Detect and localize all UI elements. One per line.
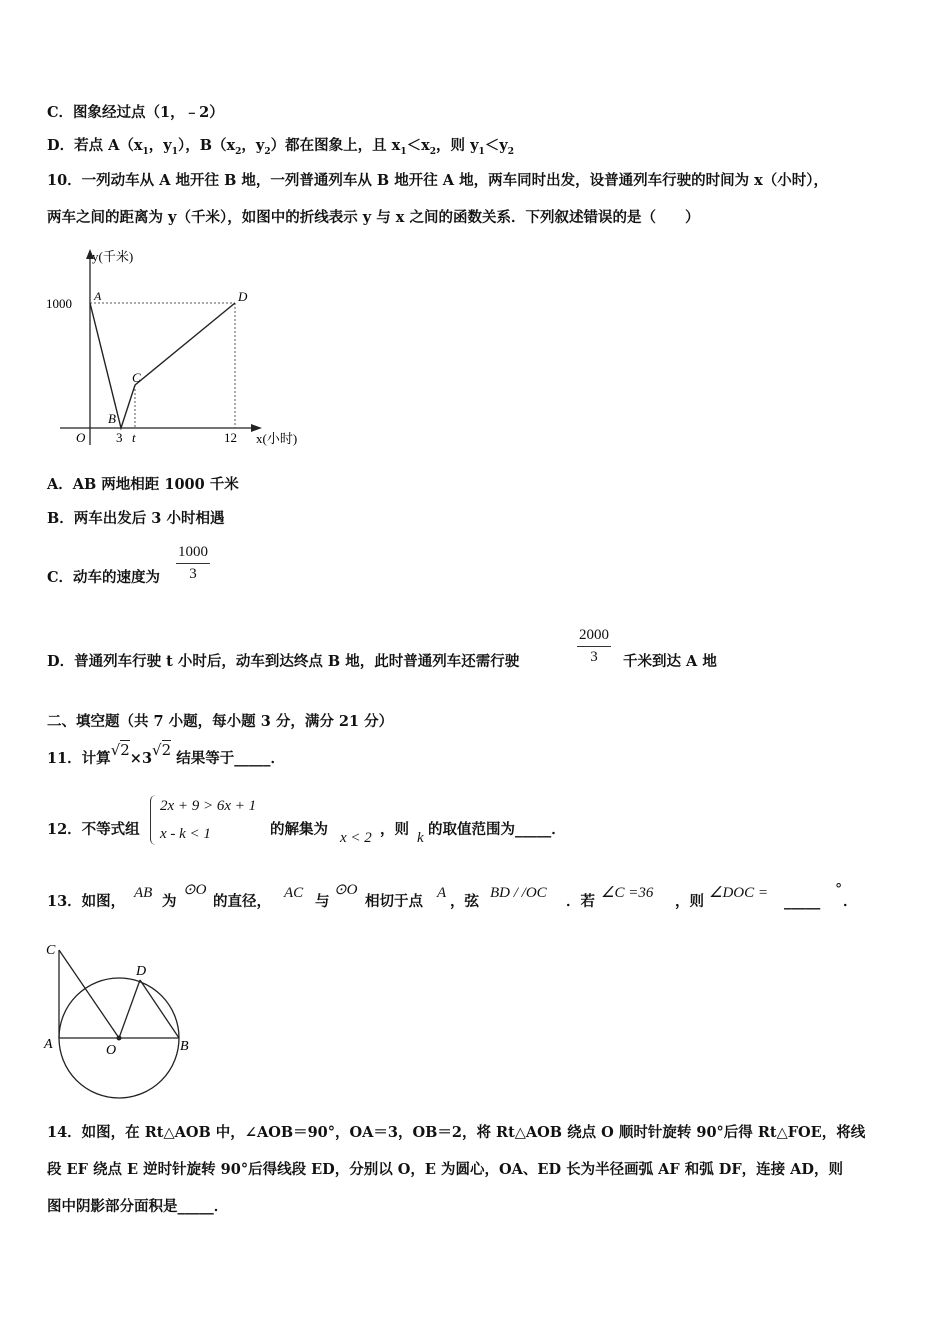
q13-t3: ，弦 bbox=[450, 893, 479, 910]
origin-label: O bbox=[76, 430, 86, 445]
q12-brace bbox=[150, 795, 157, 845]
q12-inequality-2: x - k < 1 bbox=[160, 826, 211, 842]
q13-yu: 与 bbox=[315, 893, 330, 910]
q10-option-c: C．动车的速度为 bbox=[47, 569, 161, 586]
q10-stem-line1: 10．一列动车从 A 地开往 B 地，一列普通列车从 B 地开往 A 地，两车同时出发，设普通列车行驶的时间为 x（小时）， bbox=[47, 172, 829, 189]
q13-end: ． bbox=[843, 893, 858, 910]
q10-graph bbox=[40, 245, 310, 455]
q13-wei: 为 bbox=[162, 893, 177, 910]
q12-solution: x < 2 bbox=[340, 830, 372, 846]
q13-ac: AC bbox=[284, 885, 304, 901]
q13-t5: ，则 bbox=[675, 893, 704, 910]
q12-mid: 的解集为 bbox=[270, 821, 328, 838]
q13-angle-doc: ∠DOC = bbox=[709, 885, 768, 901]
q13-t4: ．若 bbox=[566, 893, 595, 910]
q13-t2: 相切于点 bbox=[365, 893, 423, 910]
segment-co bbox=[59, 950, 119, 1038]
q13-blank: _____ bbox=[784, 893, 821, 910]
q13-circle-o: ⊙O bbox=[183, 882, 207, 898]
label-d: D bbox=[136, 964, 147, 979]
q13-lead: 13．如图， bbox=[47, 893, 126, 910]
segment-od bbox=[119, 980, 140, 1038]
q12-tail: 的取值范围为_____． bbox=[428, 821, 566, 838]
point-c: C bbox=[132, 370, 141, 385]
label-o: O bbox=[106, 1043, 117, 1058]
graph-line bbox=[90, 303, 235, 428]
q12-lead: 12．不等式组 bbox=[47, 821, 140, 838]
q10-option-a: A．AB 两地相距 1000 千米 bbox=[47, 476, 239, 493]
chord-bd bbox=[140, 980, 179, 1038]
q10-option-d: D．普通列车行驶 t 小时后，动车到达终点 B 地，此时普通列车还需行驶 bbox=[47, 653, 520, 670]
q10-option-d-tail: 千米到达 A 地 bbox=[623, 653, 717, 670]
q10-option-c-fraction: $\frac{1000}{3}$ bbox=[178, 544, 208, 582]
q13-bd-parallel-oc: BD / /OC bbox=[490, 885, 547, 901]
point-a: A bbox=[94, 289, 102, 303]
q14-line1: 14．如图，在 Rt△AOB 中，∠AOB＝90°，OA＝3，OB＝2，将 Rt△AOB 绕点 O 顺时针旋转 90°后得 Rt△FOE，将线 bbox=[47, 1124, 866, 1141]
q11: 11．计算√2×3√2 结果等于_____． bbox=[47, 741, 285, 767]
x-axis-label: x(小时) bbox=[256, 431, 298, 446]
q10-stem-line2: 两车之间的距离为 y（千米），如图中的折线表示 y 与 x 之间的函数关系．下列叙述错误的是（ ） bbox=[47, 209, 700, 226]
q13-angle-c: ∠C =36 bbox=[601, 885, 654, 901]
y-tick-1000: 1000 bbox=[46, 296, 72, 311]
q13-figure bbox=[40, 938, 200, 1103]
q13-circle-o2: ⊙O bbox=[334, 882, 358, 898]
center-dot bbox=[117, 1036, 122, 1041]
section2-title: 二、填空题（共 7 小题，每小题 3 分，满分 21 分） bbox=[47, 713, 394, 730]
q12-inequality-1: 2x + 9 > 6x + 1 bbox=[160, 798, 257, 814]
q9-option-d: D．若点 $A(x_1$，$y_1$），$B(x_2$，$y_2$）都在图象上，且 $x_1<x_2$，则 $y_1<y_2$ bbox=[47, 137, 514, 157]
label-a: A bbox=[44, 1037, 53, 1052]
q12-mid2: ，则 bbox=[380, 821, 409, 838]
q13-point-a: A bbox=[437, 885, 447, 901]
q13-degree: ° bbox=[835, 882, 843, 898]
q12-var-k: k bbox=[417, 830, 424, 846]
q13-t1: 的直径， bbox=[213, 893, 271, 910]
point-b: B bbox=[108, 411, 116, 426]
q9-option-c: C．图象经过点（1，﹣2） bbox=[47, 104, 224, 121]
q10-option-b: B．两车出发后 3 小时相遇 bbox=[47, 510, 225, 527]
label-b: B bbox=[180, 1039, 189, 1054]
y-axis-label: y(千米) bbox=[92, 249, 134, 264]
point-d: D bbox=[238, 289, 248, 304]
label-c: C bbox=[46, 943, 56, 958]
q13-ab: AB bbox=[134, 885, 153, 901]
x-tick-3: 3 bbox=[116, 430, 123, 445]
q10-option-d-fraction: $\frac{2000}{3}$ bbox=[579, 627, 609, 665]
x-tick-t: t bbox=[132, 430, 136, 445]
q14-line2: 段 EF 绕点 E 逆时针旋转 90°后得线段 ED，分别以 O，E 为圆心，OA、ED 长为半径画弧 AF 和弧 DF，连接 AD，则 bbox=[47, 1161, 844, 1178]
x-tick-12: 12 bbox=[224, 430, 237, 445]
q14-line3: 图中阴影部分面积是_____． bbox=[47, 1198, 229, 1215]
